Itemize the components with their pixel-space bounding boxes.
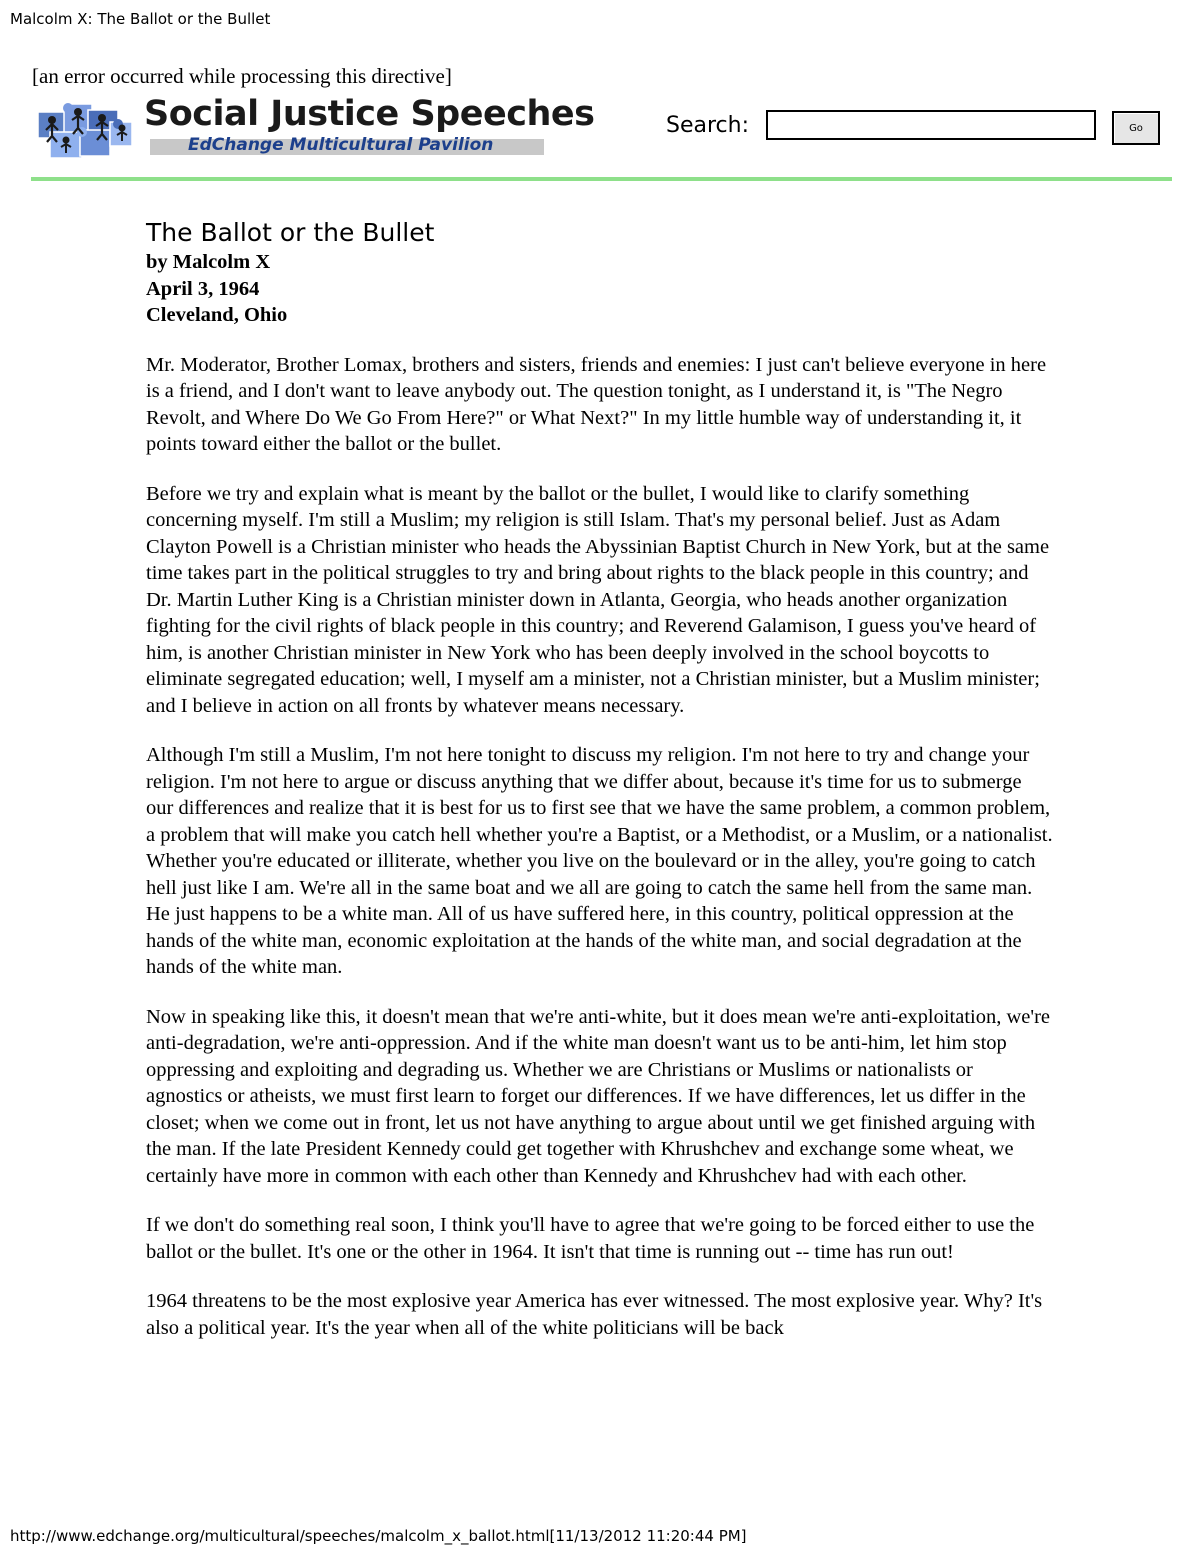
- puzzle-people-icon: [36, 94, 136, 162]
- speech-paragraph: If we don't do something real soon, I think you'll have to agree that we're going to be forced either to use the ballot or the bullet. It's one or the other in 1964. It isn't that time is running out -- time has run out!: [146, 1214, 1035, 1263]
- search-go-button[interactable]: Go: [1112, 111, 1160, 145]
- location-line: Cleveland, Ohio: [146, 304, 288, 326]
- speech-paragraph: 1964 threatens to be the most explosive year America has ever witnessed. The most explosive year. Why? It's also a political year. It's the year when all of the white politicians will be back: [146, 1290, 1043, 1339]
- logo-subtitle: EdChange Multicultural Pavilion: [188, 135, 494, 155]
- author-line: by Malcolm X: [146, 251, 271, 273]
- print-header: Malcolm X: The Ballot or the Bullet: [10, 10, 271, 28]
- search-label: Search:: [666, 113, 749, 138]
- page-title: The Ballot or the Bullet: [146, 218, 435, 247]
- speech-article: [146, 217, 1054, 1341]
- speech-paragraph: Although I'm still a Muslim, I'm not here tonight to discuss my religion. I'm not here to try and change your religion. I'm not here to argue or discuss anything that we differ about, because it's time for us to submerge our differences and realize that it is best for us to first see that we have the same problem, a common problem, a problem that will make you catch hell whether you're a Baptist, or a Methodist, or a Muslim, or a nationalist. Whether you're educated or illiterate, whether you live on the boulevard or in the alley, you're going to catch hell just like I am. We're all in the same boat and we all are going to catch the same hell from the same man. He just happens to be a white man. All of us have suffered here, in this country, political oppression at the hands of the white man, economic exploitation at the hands of the white man, and social degradation at the hands of the white man.: [146, 744, 1053, 978]
- header-divider: [31, 177, 1172, 181]
- search-input[interactable]: [766, 110, 1096, 140]
- logo-title: Social Justice Speeches: [144, 94, 595, 134]
- print-footer-url: http://www.edchange.org/multicultural/speeches/malcolm_x_ballot.html[11/13/2012 11:20:44 PM]: [10, 1527, 747, 1545]
- speech-paragraph: Mr. Moderator, Brother Lomax, brothers and sisters, friends and enemies: I just can't believe everyone in here is a friend, and I don't want to leave anybody out. The question tonight, as I understand it, is "The Negro Revolt, and Where Do We Go From Here?" or What Next?" In my little humble way of understanding it, it points toward either the ballot or the bullet.: [146, 353, 1047, 455]
- speech-paragraph: Now in speaking like this, it doesn't mean that we're anti-white, but it does mean we're anti-exploitation, we're anti-degradation, we're anti-oppression. And if the white man doesn't want us to be anti-him, let him stop oppressing and exploiting and degrading us. Whether we are Christians or Muslims or nationalists or agnostics or atheists, we must first learn to forget our differences. If we have differences, let us differ in the closet; when we come out in front, let us not have anything to argue about until we get finished arguing with the man. If the late President Kennedy could get together with Khrushchev and exchange some wheat, we certainly have more in common with each other than Kennedy and Khrushchev had with each other.: [146, 1005, 1051, 1187]
- date-line: April 3, 1964: [146, 277, 260, 300]
- site-logo[interactable]: [36, 94, 595, 162]
- ssi-error-message: [an error occurred while processing this directive]: [32, 64, 452, 88]
- speech-paragraph: Before we try and explain what is meant by the ballot or the bullet, I would like to clarify something concerning myself. I'm still a Muslim; my religion is still Islam. That's my personal belief. Just as Adam Clayton Powell is a Christian minister who heads the Abyssinian Baptist Church in New York, but at the same time takes part in the political struggles to try and bring about rights to the black people in this country; and Dr. Martin Luther King is a Christian minister down in Atlanta, Georgia, who heads another organization fighting for the civil rights of black people in this country; and Reverend Galamison, I guess you've heard of him, is another Christian minister in New York who has been deeply involved in the school boycotts to eliminate segregated education; well, I myself am a minister, not a Christian minister, but a Muslim minister; and I believe in action on all fronts by whatever means necessary.: [146, 482, 1050, 717]
